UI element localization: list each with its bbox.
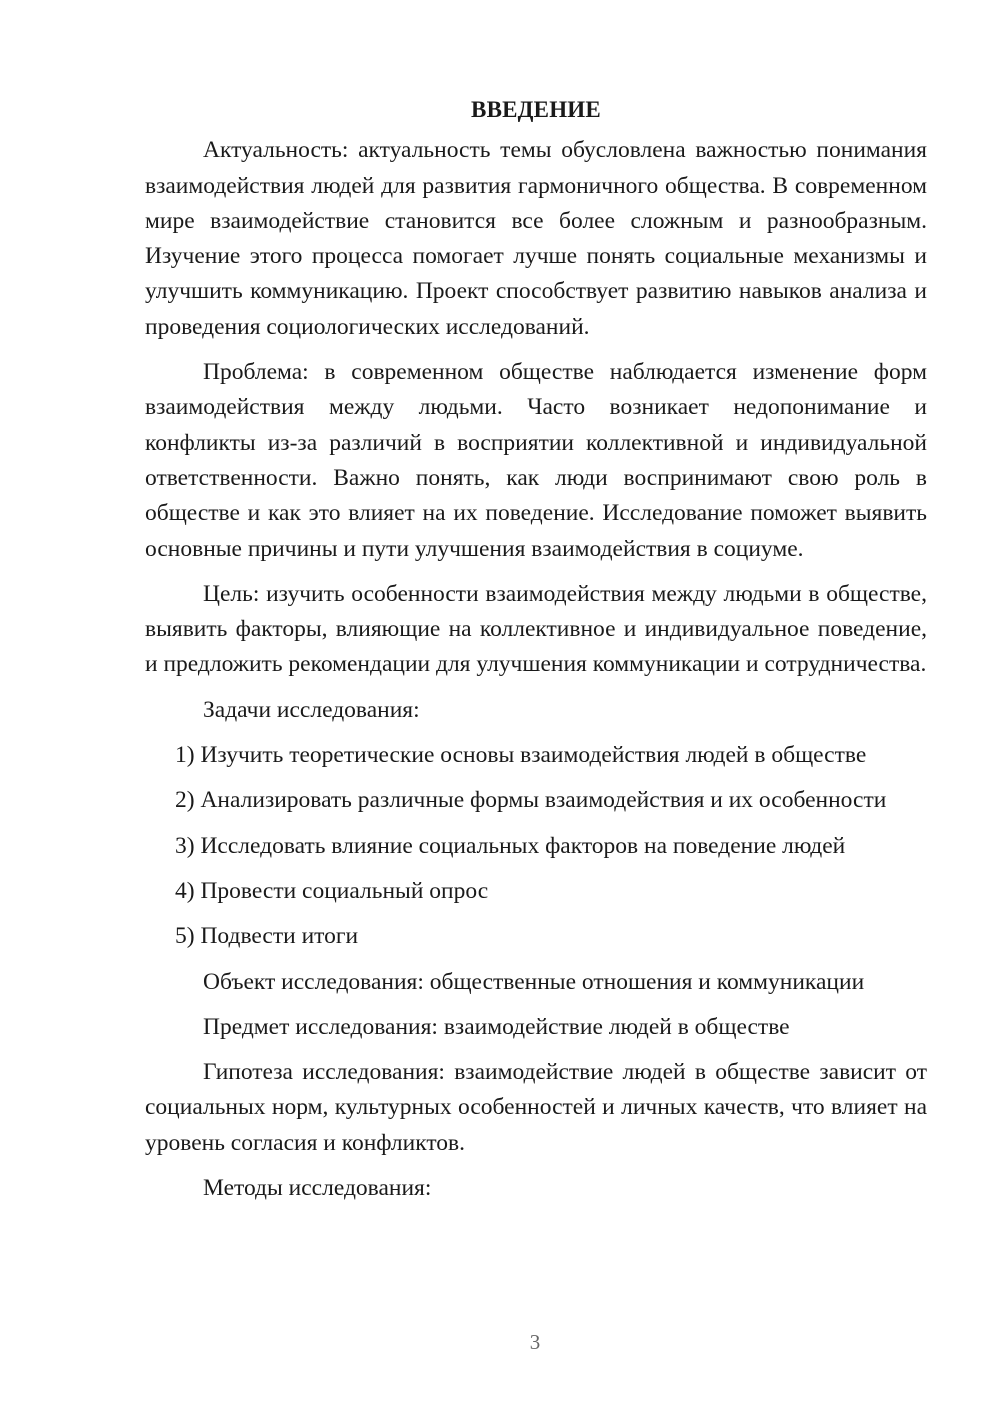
tasks-list [145, 738, 927, 954]
task-item: 4) Провести социальный опрос [175, 877, 489, 904]
task-item: 2) Анализировать различные формы взаимодействия и их особенности [175, 787, 887, 814]
document-page [145, 92, 927, 1216]
section-title: ВВЕДЕНИЕ [471, 97, 601, 122]
page-number: 3 [529, 1330, 541, 1354]
tasks-heading: Задачи исследования: [203, 696, 420, 723]
task-item: 3) Исследовать влияние социальных факторов на поведение людей [175, 832, 846, 859]
relevance-paragraph: Актуальность: актуальность темы обусловлена важностью понимания взаимодействия людей для развития гармоничного общества. В современном мире взаимодействие становится все более сложным и разнообразным. Изучение этого процесса помогает лучше понять социальные механизмы и улучшить коммуникацию. Проект способствует развитию навыков анализа и проведения социологических исследований. [145, 137, 927, 340]
hypothesis-paragraph: Гипотеза исследования: взаимодействие людей в обществе зависит от социальных норм, культурных особенностей и личных качеств, что влияет на уровень согласия и конфликтов. [145, 1059, 927, 1156]
research-subject: Предмет исследования: взаимодействие людей в обществе [203, 1013, 790, 1040]
task-item: 5) Подвести итоги [175, 923, 359, 950]
research-object: Объект исследования: общественные отношения и коммуникации [203, 968, 865, 995]
task-item: 1) Изучить теоретические основы взаимодействия людей в обществе [175, 742, 867, 769]
methods-heading: Методы исследования: [203, 1175, 432, 1202]
goal-paragraph: Цель: изучить особенности взаимодействия между людьми в обществе, выявить факторы, влияющие на коллективное и индивидуальное поведение, и предложить рекомендации для улучшения коммуникации и сотрудничества. [145, 580, 927, 678]
problem-paragraph: Проблема: в современном обществе наблюдается изменение форм взаимодействия между людьми. Часто возникает недопонимание и конфликты из-за различий в восприятии коллективной и индивидуальной ответственности. Важно понять, как люди воспринимают свою роль в обществе и как это влияет на их поведение. Исследование поможет выявить основные причины и пути улучшения взаимодействия в социуме. [145, 359, 927, 562]
